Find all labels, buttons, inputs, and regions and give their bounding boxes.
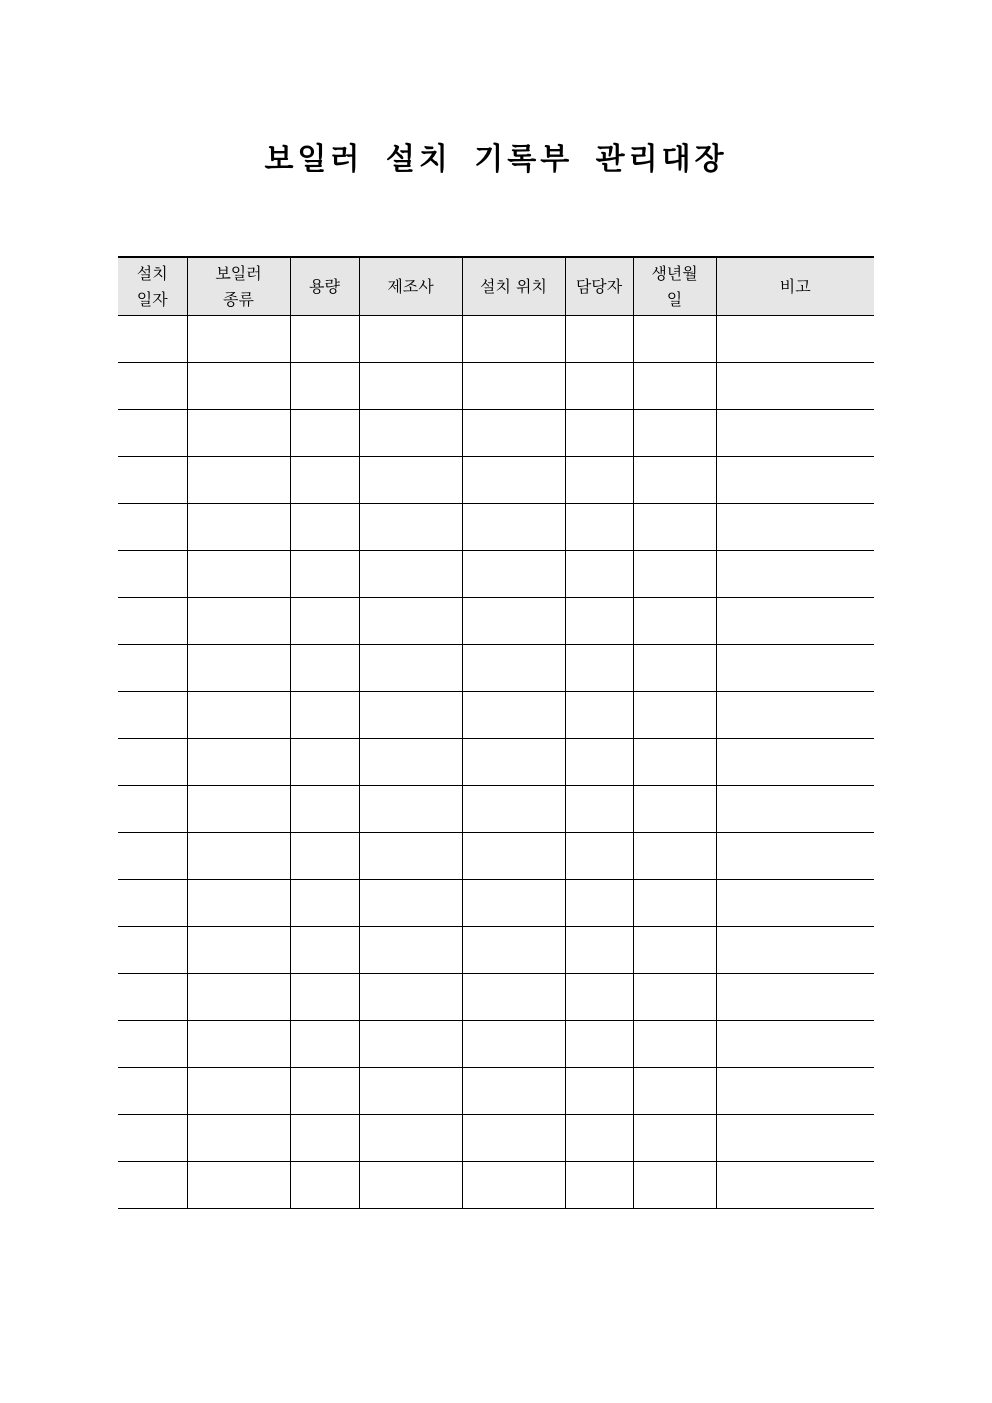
table-cell[interactable] bbox=[290, 504, 359, 551]
table-cell[interactable] bbox=[565, 692, 633, 739]
table-cell[interactable] bbox=[716, 786, 874, 833]
table-cell[interactable] bbox=[118, 410, 187, 457]
table-cell[interactable] bbox=[565, 880, 633, 927]
table-cell[interactable] bbox=[118, 598, 187, 645]
table-cell[interactable] bbox=[633, 316, 716, 363]
table-cell[interactable] bbox=[716, 1162, 874, 1209]
table-cell[interactable] bbox=[187, 786, 290, 833]
table-cell[interactable] bbox=[187, 974, 290, 1021]
table-cell[interactable] bbox=[187, 692, 290, 739]
table-cell[interactable] bbox=[565, 1162, 633, 1209]
table-cell[interactable] bbox=[359, 974, 462, 1021]
table-row bbox=[118, 504, 874, 551]
table-cell[interactable] bbox=[716, 363, 874, 410]
table-cell[interactable] bbox=[633, 1021, 716, 1068]
table-cell[interactable] bbox=[187, 927, 290, 974]
header-birth-date: 생년월 일 bbox=[633, 257, 716, 316]
table-cell[interactable] bbox=[359, 645, 462, 692]
table-cell[interactable] bbox=[462, 880, 565, 927]
table-cell[interactable] bbox=[290, 551, 359, 598]
table-cell[interactable] bbox=[633, 457, 716, 504]
table-row bbox=[118, 645, 874, 692]
table-cell[interactable] bbox=[565, 974, 633, 1021]
table-cell[interactable] bbox=[118, 1068, 187, 1115]
page-title: 보일러 설치 기록부 관리대장 bbox=[264, 142, 728, 177]
table-cell[interactable] bbox=[565, 1115, 633, 1162]
table-row bbox=[118, 598, 874, 645]
table-cell[interactable] bbox=[462, 974, 565, 1021]
table-cell[interactable] bbox=[359, 927, 462, 974]
table-cell[interactable] bbox=[633, 927, 716, 974]
table-cell[interactable] bbox=[290, 316, 359, 363]
table-cell[interactable] bbox=[565, 504, 633, 551]
table-cell[interactable] bbox=[565, 410, 633, 457]
table-cell[interactable] bbox=[118, 551, 187, 598]
table-row bbox=[118, 739, 874, 786]
table-cell[interactable] bbox=[633, 598, 716, 645]
table-cell[interactable] bbox=[290, 692, 359, 739]
table-cell[interactable] bbox=[118, 1162, 187, 1209]
table-row bbox=[118, 974, 874, 1021]
table-cell[interactable] bbox=[359, 457, 462, 504]
table-cell[interactable] bbox=[118, 880, 187, 927]
table-row bbox=[118, 551, 874, 598]
table-row bbox=[118, 1162, 874, 1209]
header-manufacturer: 제조사 bbox=[359, 257, 462, 316]
table-cell[interactable] bbox=[187, 316, 290, 363]
table-cell[interactable] bbox=[359, 833, 462, 880]
table-cell[interactable] bbox=[462, 551, 565, 598]
table-cell[interactable] bbox=[187, 833, 290, 880]
table-cell[interactable] bbox=[565, 927, 633, 974]
table-cell[interactable] bbox=[633, 1115, 716, 1162]
table-cell[interactable] bbox=[187, 363, 290, 410]
table-cell[interactable] bbox=[290, 739, 359, 786]
table-cell[interactable] bbox=[565, 551, 633, 598]
table-cell[interactable] bbox=[187, 410, 290, 457]
table-cell[interactable] bbox=[633, 739, 716, 786]
table-cell[interactable] bbox=[118, 927, 187, 974]
table-cell[interactable] bbox=[118, 833, 187, 880]
table-row bbox=[118, 833, 874, 880]
table-cell[interactable] bbox=[633, 833, 716, 880]
table-cell[interactable] bbox=[565, 1068, 633, 1115]
table-cell[interactable] bbox=[633, 1068, 716, 1115]
table-cell[interactable] bbox=[290, 1068, 359, 1115]
table-cell[interactable] bbox=[462, 598, 565, 645]
table-cell[interactable] bbox=[187, 504, 290, 551]
table-cell[interactable] bbox=[359, 1115, 462, 1162]
table-cell[interactable] bbox=[633, 410, 716, 457]
table-row bbox=[118, 927, 874, 974]
table-cell[interactable] bbox=[290, 363, 359, 410]
table-cell[interactable] bbox=[359, 551, 462, 598]
table-cell[interactable] bbox=[565, 739, 633, 786]
table-row bbox=[118, 363, 874, 410]
table-cell[interactable] bbox=[359, 598, 462, 645]
table-cell[interactable] bbox=[716, 927, 874, 974]
header-remarks: 비고 bbox=[716, 257, 874, 316]
table-cell[interactable] bbox=[716, 880, 874, 927]
header-person-in-charge: 담당자 bbox=[565, 257, 633, 316]
table-cell[interactable] bbox=[633, 880, 716, 927]
table-cell[interactable] bbox=[187, 1115, 290, 1162]
table-cell[interactable] bbox=[565, 598, 633, 645]
table-cell[interactable] bbox=[290, 457, 359, 504]
table-cell[interactable] bbox=[118, 1115, 187, 1162]
table-cell[interactable] bbox=[290, 1021, 359, 1068]
table-row bbox=[118, 786, 874, 833]
table-cell[interactable] bbox=[462, 692, 565, 739]
table-cell[interactable] bbox=[462, 457, 565, 504]
table-cell[interactable] bbox=[359, 1068, 462, 1115]
table-cell[interactable] bbox=[462, 786, 565, 833]
table-cell[interactable] bbox=[633, 1162, 716, 1209]
table-cell[interactable] bbox=[462, 1162, 565, 1209]
table-cell[interactable] bbox=[565, 786, 633, 833]
table-cell[interactable] bbox=[359, 504, 462, 551]
table-cell[interactable] bbox=[290, 786, 359, 833]
table-row bbox=[118, 316, 874, 363]
table-cell[interactable] bbox=[633, 692, 716, 739]
table-cell[interactable] bbox=[118, 316, 187, 363]
table-cell[interactable] bbox=[118, 786, 187, 833]
table-cell[interactable] bbox=[118, 457, 187, 504]
table-cell[interactable] bbox=[187, 551, 290, 598]
table-cell[interactable] bbox=[290, 974, 359, 1021]
table-cell[interactable] bbox=[290, 598, 359, 645]
table-cell[interactable] bbox=[187, 457, 290, 504]
table-cell[interactable] bbox=[633, 363, 716, 410]
table-cell[interactable] bbox=[716, 692, 874, 739]
table-cell[interactable] bbox=[462, 504, 565, 551]
header-capacity: 용량 bbox=[290, 257, 359, 316]
table-row bbox=[118, 880, 874, 927]
table-cell[interactable] bbox=[359, 1162, 462, 1209]
table-cell[interactable] bbox=[462, 363, 565, 410]
table-cell[interactable] bbox=[462, 833, 565, 880]
table-cell[interactable] bbox=[565, 363, 633, 410]
table-cell[interactable] bbox=[359, 363, 462, 410]
table-cell[interactable] bbox=[716, 457, 874, 504]
table-cell[interactable] bbox=[359, 692, 462, 739]
table-cell[interactable] bbox=[118, 504, 187, 551]
header-install-location: 설치 위치 bbox=[462, 257, 565, 316]
table-cell[interactable] bbox=[716, 551, 874, 598]
table-cell[interactable] bbox=[359, 739, 462, 786]
table-cell[interactable] bbox=[565, 1021, 633, 1068]
table-row bbox=[118, 410, 874, 457]
table-cell[interactable] bbox=[118, 645, 187, 692]
table-cell[interactable] bbox=[565, 645, 633, 692]
header-install-date: 설치 일자 bbox=[118, 257, 187, 316]
table-cell[interactable] bbox=[118, 692, 187, 739]
table-cell[interactable] bbox=[565, 833, 633, 880]
table-cell[interactable] bbox=[716, 1021, 874, 1068]
table-cell[interactable] bbox=[716, 504, 874, 551]
table-cell[interactable] bbox=[290, 410, 359, 457]
table-cell[interactable] bbox=[716, 1068, 874, 1115]
table-cell[interactable] bbox=[118, 739, 187, 786]
table-cell[interactable] bbox=[633, 551, 716, 598]
ledger-body bbox=[118, 316, 874, 1209]
table-cell[interactable] bbox=[359, 410, 462, 457]
table-cell[interactable] bbox=[462, 316, 565, 363]
table-cell[interactable] bbox=[716, 739, 874, 786]
boiler-ledger-table bbox=[118, 256, 874, 1209]
table-cell[interactable] bbox=[359, 880, 462, 927]
table-cell[interactable] bbox=[118, 974, 187, 1021]
table-cell[interactable] bbox=[633, 645, 716, 692]
table-cell[interactable] bbox=[462, 1115, 565, 1162]
table-cell[interactable] bbox=[716, 598, 874, 645]
table-row bbox=[118, 1021, 874, 1068]
table-cell[interactable] bbox=[187, 1021, 290, 1068]
table-cell[interactable] bbox=[187, 1068, 290, 1115]
table-row bbox=[118, 1068, 874, 1115]
table-cell[interactable] bbox=[187, 1162, 290, 1209]
table-cell[interactable] bbox=[633, 974, 716, 1021]
table-cell[interactable] bbox=[716, 833, 874, 880]
table-cell[interactable] bbox=[462, 410, 565, 457]
table-cell[interactable] bbox=[716, 645, 874, 692]
table-row bbox=[118, 692, 874, 739]
table-cell[interactable] bbox=[716, 316, 874, 363]
table-cell[interactable] bbox=[462, 739, 565, 786]
header-boiler-type: 보일러 종류 bbox=[187, 257, 290, 316]
table-cell[interactable] bbox=[187, 880, 290, 927]
header-row bbox=[118, 257, 874, 316]
table-cell[interactable] bbox=[359, 1021, 462, 1068]
table-cell[interactable] bbox=[716, 974, 874, 1021]
table-cell[interactable] bbox=[359, 786, 462, 833]
table-cell[interactable] bbox=[462, 645, 565, 692]
table-cell[interactable] bbox=[118, 363, 187, 410]
table-cell[interactable] bbox=[716, 410, 874, 457]
table-cell[interactable] bbox=[290, 833, 359, 880]
table-cell[interactable] bbox=[359, 316, 462, 363]
table-cell[interactable] bbox=[290, 1162, 359, 1209]
table-cell[interactable] bbox=[187, 739, 290, 786]
table-cell[interactable] bbox=[290, 880, 359, 927]
table-row bbox=[118, 457, 874, 504]
table-cell[interactable] bbox=[462, 1021, 565, 1068]
table-cell[interactable] bbox=[716, 1115, 874, 1162]
table-cell[interactable] bbox=[187, 645, 290, 692]
table-cell[interactable] bbox=[633, 504, 716, 551]
table-cell[interactable] bbox=[290, 927, 359, 974]
table-cell[interactable] bbox=[565, 316, 633, 363]
table-cell[interactable] bbox=[290, 645, 359, 692]
table-cell[interactable] bbox=[290, 1115, 359, 1162]
table-cell[interactable] bbox=[187, 598, 290, 645]
table-cell[interactable] bbox=[118, 1021, 187, 1068]
table-cell[interactable] bbox=[565, 457, 633, 504]
table-cell[interactable] bbox=[462, 927, 565, 974]
table-cell[interactable] bbox=[633, 786, 716, 833]
table-row bbox=[118, 1115, 874, 1162]
table-cell[interactable] bbox=[462, 1068, 565, 1115]
